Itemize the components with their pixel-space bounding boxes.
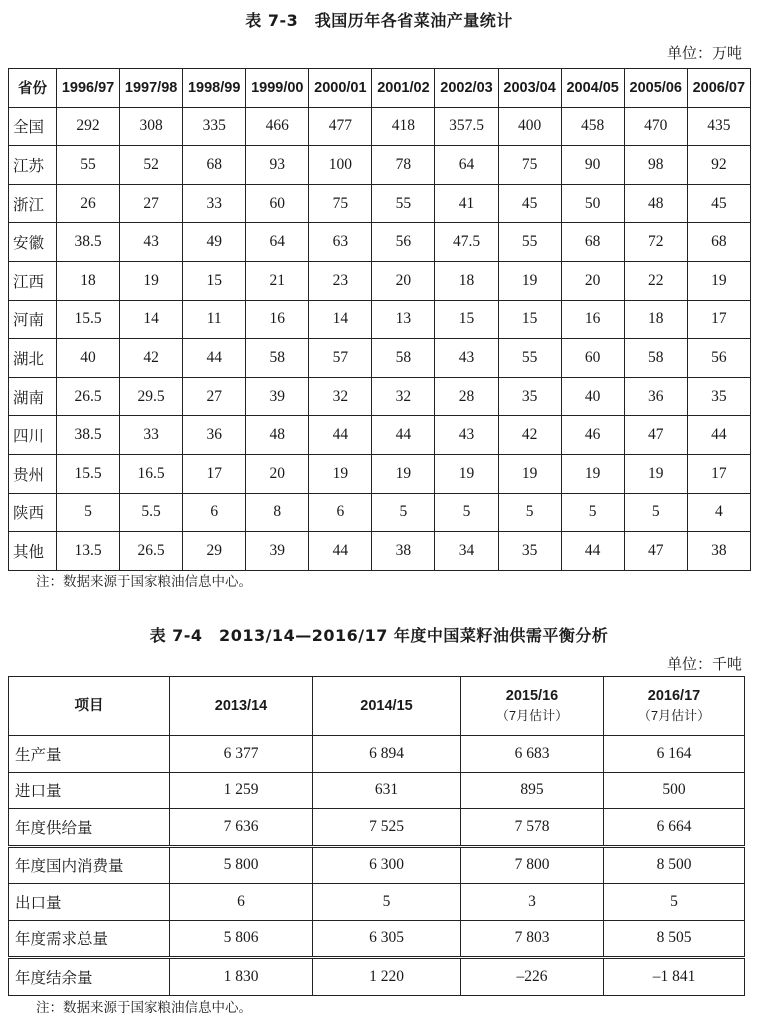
- table-row: [9, 184, 751, 223]
- province-cell: 湖北: [9, 339, 57, 378]
- table-row: [9, 339, 751, 378]
- value-cell: 16: [561, 300, 624, 339]
- value-cell: 19: [372, 454, 435, 493]
- value-cell: 41: [435, 184, 498, 223]
- column-header-year: [313, 677, 461, 736]
- value-cell: 92: [687, 146, 750, 185]
- value-cell: 64: [246, 223, 309, 262]
- value-cell: 13.5: [57, 532, 120, 571]
- value-cell: 44: [561, 532, 624, 571]
- table1-title: 表 7-3 我国历年各省菜油产量统计: [245, 11, 513, 30]
- value-cell: 8 500: [604, 846, 745, 884]
- value-cell: 19: [120, 261, 183, 300]
- item-cell: 年度国内消费量: [9, 846, 170, 884]
- rapeseed-oil-output-table: [8, 68, 751, 571]
- column-header-year: 1997/98: [120, 69, 183, 108]
- value-cell: 44: [309, 532, 372, 571]
- column-header-year: 2000/01: [309, 69, 372, 108]
- value-cell: 49: [183, 223, 246, 262]
- value-cell: 20: [246, 454, 309, 493]
- value-cell: 38: [687, 532, 750, 571]
- value-cell: 64: [435, 146, 498, 185]
- value-cell: 5: [604, 884, 745, 921]
- table-row: [9, 884, 745, 921]
- value-cell: 308: [120, 107, 183, 146]
- header-label: 项目: [74, 697, 104, 714]
- value-cell: 19: [435, 454, 498, 493]
- value-cell: 6 300: [313, 846, 461, 884]
- value-cell: 35: [498, 377, 561, 416]
- value-cell: 29: [183, 532, 246, 571]
- table-row: [9, 809, 745, 847]
- value-cell: 63: [309, 223, 372, 262]
- province-cell: 安徽: [9, 223, 57, 262]
- value-cell: 75: [309, 184, 372, 223]
- value-cell: 15: [183, 261, 246, 300]
- value-cell: 7 578: [461, 809, 604, 847]
- province-cell: 全国: [9, 107, 57, 146]
- value-cell: 50: [561, 184, 624, 223]
- value-cell: 631: [313, 772, 461, 809]
- item-cell: 年度需求总量: [9, 920, 170, 958]
- province-cell: 江西: [9, 261, 57, 300]
- value-cell: 14: [120, 300, 183, 339]
- value-cell: 14: [309, 300, 372, 339]
- value-cell: 58: [624, 339, 687, 378]
- table-row: [9, 532, 751, 571]
- value-cell: 21: [246, 261, 309, 300]
- province-cell: 贵州: [9, 454, 57, 493]
- value-cell: 16: [246, 300, 309, 339]
- value-cell: 6 683: [461, 736, 604, 773]
- item-cell: 年度结余量: [9, 958, 170, 996]
- value-cell: 58: [372, 339, 435, 378]
- province-cell: 浙江: [9, 184, 57, 223]
- value-cell: 5 800: [170, 846, 313, 884]
- value-cell: 55: [498, 339, 561, 378]
- value-cell: 19: [561, 454, 624, 493]
- value-cell: 22: [624, 261, 687, 300]
- value-cell: 27: [120, 184, 183, 223]
- value-cell: 33: [120, 416, 183, 455]
- column-header-year: 2005/06: [624, 69, 687, 108]
- value-cell: 11: [183, 300, 246, 339]
- header-label: 2016/17: [647, 688, 701, 704]
- value-cell: 5: [372, 493, 435, 532]
- value-cell: 68: [183, 146, 246, 185]
- table-row: [9, 958, 745, 996]
- value-cell: 15.5: [57, 454, 120, 493]
- table1-note: 注：数据来源于国家粮油信息中心。: [36, 574, 252, 590]
- table-row: [9, 146, 751, 185]
- table-header-row: [9, 69, 751, 108]
- table-row: [9, 493, 751, 532]
- value-cell: 42: [120, 339, 183, 378]
- value-cell: 5 806: [170, 920, 313, 958]
- value-cell: 6 664: [604, 809, 745, 847]
- value-cell: 5: [313, 884, 461, 921]
- value-cell: 100: [309, 146, 372, 185]
- column-header-province: 省份: [9, 69, 57, 108]
- value-cell: 458: [561, 107, 624, 146]
- header-label: 2014/15: [360, 697, 413, 714]
- table-row: [9, 846, 745, 884]
- value-cell: 7 800: [461, 846, 604, 884]
- column-header-year: 1996/97: [57, 69, 120, 108]
- value-cell: 90: [561, 146, 624, 185]
- value-cell: 32: [372, 377, 435, 416]
- table-row: [9, 300, 751, 339]
- table-row: [9, 261, 751, 300]
- value-cell: 60: [246, 184, 309, 223]
- value-cell: 500: [604, 772, 745, 809]
- value-cell: 3: [461, 884, 604, 921]
- value-cell: 48: [624, 184, 687, 223]
- value-cell: 17: [183, 454, 246, 493]
- value-cell: 56: [372, 223, 435, 262]
- value-cell: 43: [120, 223, 183, 262]
- province-cell: 陕西: [9, 493, 57, 532]
- value-cell: 19: [498, 454, 561, 493]
- table1-unit: 单位：万吨: [666, 44, 742, 62]
- value-cell: 435: [687, 107, 750, 146]
- value-cell: 45: [498, 184, 561, 223]
- value-cell: 19: [498, 261, 561, 300]
- value-cell: 5: [561, 493, 624, 532]
- column-header-item: [9, 677, 170, 736]
- value-cell: 466: [246, 107, 309, 146]
- value-cell: 45: [687, 184, 750, 223]
- value-cell: 26: [57, 184, 120, 223]
- value-cell: 19: [687, 261, 750, 300]
- value-cell: 292: [57, 107, 120, 146]
- value-cell: 4: [687, 493, 750, 532]
- value-cell: 35: [498, 532, 561, 571]
- province-cell: 江苏: [9, 146, 57, 185]
- value-cell: 6 377: [170, 736, 313, 773]
- column-header-year: 2001/02: [372, 69, 435, 108]
- value-cell: 39: [246, 532, 309, 571]
- value-cell: 5: [498, 493, 561, 532]
- value-cell: 19: [309, 454, 372, 493]
- value-cell: 20: [561, 261, 624, 300]
- province-cell: 四川: [9, 416, 57, 455]
- item-cell: 年度供给量: [9, 809, 170, 847]
- value-cell: 42: [498, 416, 561, 455]
- value-cell: 38.5: [57, 416, 120, 455]
- supply-demand-balance-table: [8, 676, 745, 996]
- value-cell: 55: [372, 184, 435, 223]
- value-cell: 72: [624, 223, 687, 262]
- value-cell: 47: [624, 416, 687, 455]
- item-cell: 进口量: [9, 772, 170, 809]
- province-cell: 其他: [9, 532, 57, 571]
- column-header-year: 2002/03: [435, 69, 498, 108]
- value-cell: 36: [183, 416, 246, 455]
- value-cell: 48: [246, 416, 309, 455]
- value-cell: 5.5: [120, 493, 183, 532]
- value-cell: 28: [435, 377, 498, 416]
- value-cell: 6: [183, 493, 246, 532]
- value-cell: 7 525: [313, 809, 461, 847]
- value-cell: 1 220: [313, 958, 461, 996]
- column-header-year: 1999/00: [246, 69, 309, 108]
- value-cell: 78: [372, 146, 435, 185]
- table-row: [9, 377, 751, 416]
- value-cell: 23: [309, 261, 372, 300]
- value-cell: 19: [624, 454, 687, 493]
- table2-title: 表 7-4 2013/14—2016/17 年度中国菜籽油供需平衡分析: [149, 626, 609, 645]
- value-cell: 57: [309, 339, 372, 378]
- table-row: [9, 736, 745, 773]
- value-cell: 29.5: [120, 377, 183, 416]
- value-cell: 16.5: [120, 454, 183, 493]
- table-row: [9, 454, 751, 493]
- column-header-year: [170, 677, 313, 736]
- column-header-year: 2004/05: [561, 69, 624, 108]
- value-cell: 47: [624, 532, 687, 571]
- column-header-year: 2006/07: [687, 69, 750, 108]
- value-cell: 1 830: [170, 958, 313, 996]
- value-cell: 26.5: [120, 532, 183, 571]
- value-cell: 43: [435, 416, 498, 455]
- item-cell: 生产量: [9, 736, 170, 773]
- value-cell: 39: [246, 377, 309, 416]
- table-row: [9, 920, 745, 958]
- value-cell: 20: [372, 261, 435, 300]
- value-cell: 38.5: [57, 223, 120, 262]
- value-cell: 56: [687, 339, 750, 378]
- value-cell: 400: [498, 107, 561, 146]
- value-cell: 33: [183, 184, 246, 223]
- value-cell: 8: [246, 493, 309, 532]
- value-cell: 40: [561, 377, 624, 416]
- value-cell: 46: [561, 416, 624, 455]
- value-cell: 5: [435, 493, 498, 532]
- value-cell: 18: [624, 300, 687, 339]
- value-cell: 7 636: [170, 809, 313, 847]
- value-cell: –1 841: [604, 958, 745, 996]
- value-cell: 1 259: [170, 772, 313, 809]
- header-label: 2015/16: [505, 688, 559, 704]
- value-cell: 47.5: [435, 223, 498, 262]
- value-cell: 6 164: [604, 736, 745, 773]
- column-header-year: [604, 677, 745, 736]
- table-header-row: [9, 677, 745, 736]
- value-cell: 27: [183, 377, 246, 416]
- table2-unit: 单位：千吨: [666, 655, 742, 673]
- value-cell: 44: [372, 416, 435, 455]
- value-cell: 6: [170, 884, 313, 921]
- column-header-year: 2003/04: [498, 69, 561, 108]
- value-cell: 55: [57, 146, 120, 185]
- province-cell: 河南: [9, 300, 57, 339]
- table-row: [9, 107, 751, 146]
- value-cell: 68: [561, 223, 624, 262]
- value-cell: 15.5: [57, 300, 120, 339]
- value-cell: 75: [498, 146, 561, 185]
- value-cell: 477: [309, 107, 372, 146]
- value-cell: 93: [246, 146, 309, 185]
- value-cell: 98: [624, 146, 687, 185]
- header-label: 2013/14: [214, 697, 268, 714]
- value-cell: 32: [309, 377, 372, 416]
- value-cell: 357.5: [435, 107, 498, 146]
- value-cell: 8 505: [604, 920, 745, 958]
- value-cell: 68: [687, 223, 750, 262]
- value-cell: 13: [372, 300, 435, 339]
- column-header-year: [461, 677, 604, 736]
- value-cell: 7 803: [461, 920, 604, 958]
- value-cell: 34: [435, 532, 498, 571]
- table2-note: 注：数据来源于国家粮油信息中心。: [36, 1000, 252, 1016]
- value-cell: 6 305: [313, 920, 461, 958]
- value-cell: 5: [57, 493, 120, 532]
- item-cell: 出口量: [9, 884, 170, 921]
- value-cell: 44: [309, 416, 372, 455]
- value-cell: 60: [561, 339, 624, 378]
- header-sublabel: （7月估计）: [637, 708, 711, 723]
- table-row: [9, 223, 751, 262]
- table-row: [9, 416, 751, 455]
- value-cell: –226: [461, 958, 604, 996]
- value-cell: 418: [372, 107, 435, 146]
- value-cell: 18: [57, 261, 120, 300]
- value-cell: 44: [183, 339, 246, 378]
- value-cell: 55: [498, 223, 561, 262]
- value-cell: 40: [57, 339, 120, 378]
- value-cell: 36: [624, 377, 687, 416]
- value-cell: 15: [435, 300, 498, 339]
- value-cell: 17: [687, 454, 750, 493]
- value-cell: 52: [120, 146, 183, 185]
- value-cell: 43: [435, 339, 498, 378]
- province-cell: 湖南: [9, 377, 57, 416]
- value-cell: 6 894: [313, 736, 461, 773]
- value-cell: 895: [461, 772, 604, 809]
- value-cell: 38: [372, 532, 435, 571]
- value-cell: 58: [246, 339, 309, 378]
- value-cell: 17: [687, 300, 750, 339]
- table-row: [9, 772, 745, 809]
- header-sublabel: （7月估计）: [495, 708, 569, 723]
- value-cell: 18: [435, 261, 498, 300]
- column-header-year: 1998/99: [183, 69, 246, 108]
- value-cell: 35: [687, 377, 750, 416]
- value-cell: 6: [309, 493, 372, 532]
- value-cell: 44: [687, 416, 750, 455]
- value-cell: 335: [183, 107, 246, 146]
- value-cell: 15: [498, 300, 561, 339]
- value-cell: 5: [624, 493, 687, 532]
- value-cell: 26.5: [57, 377, 120, 416]
- value-cell: 470: [624, 107, 687, 146]
